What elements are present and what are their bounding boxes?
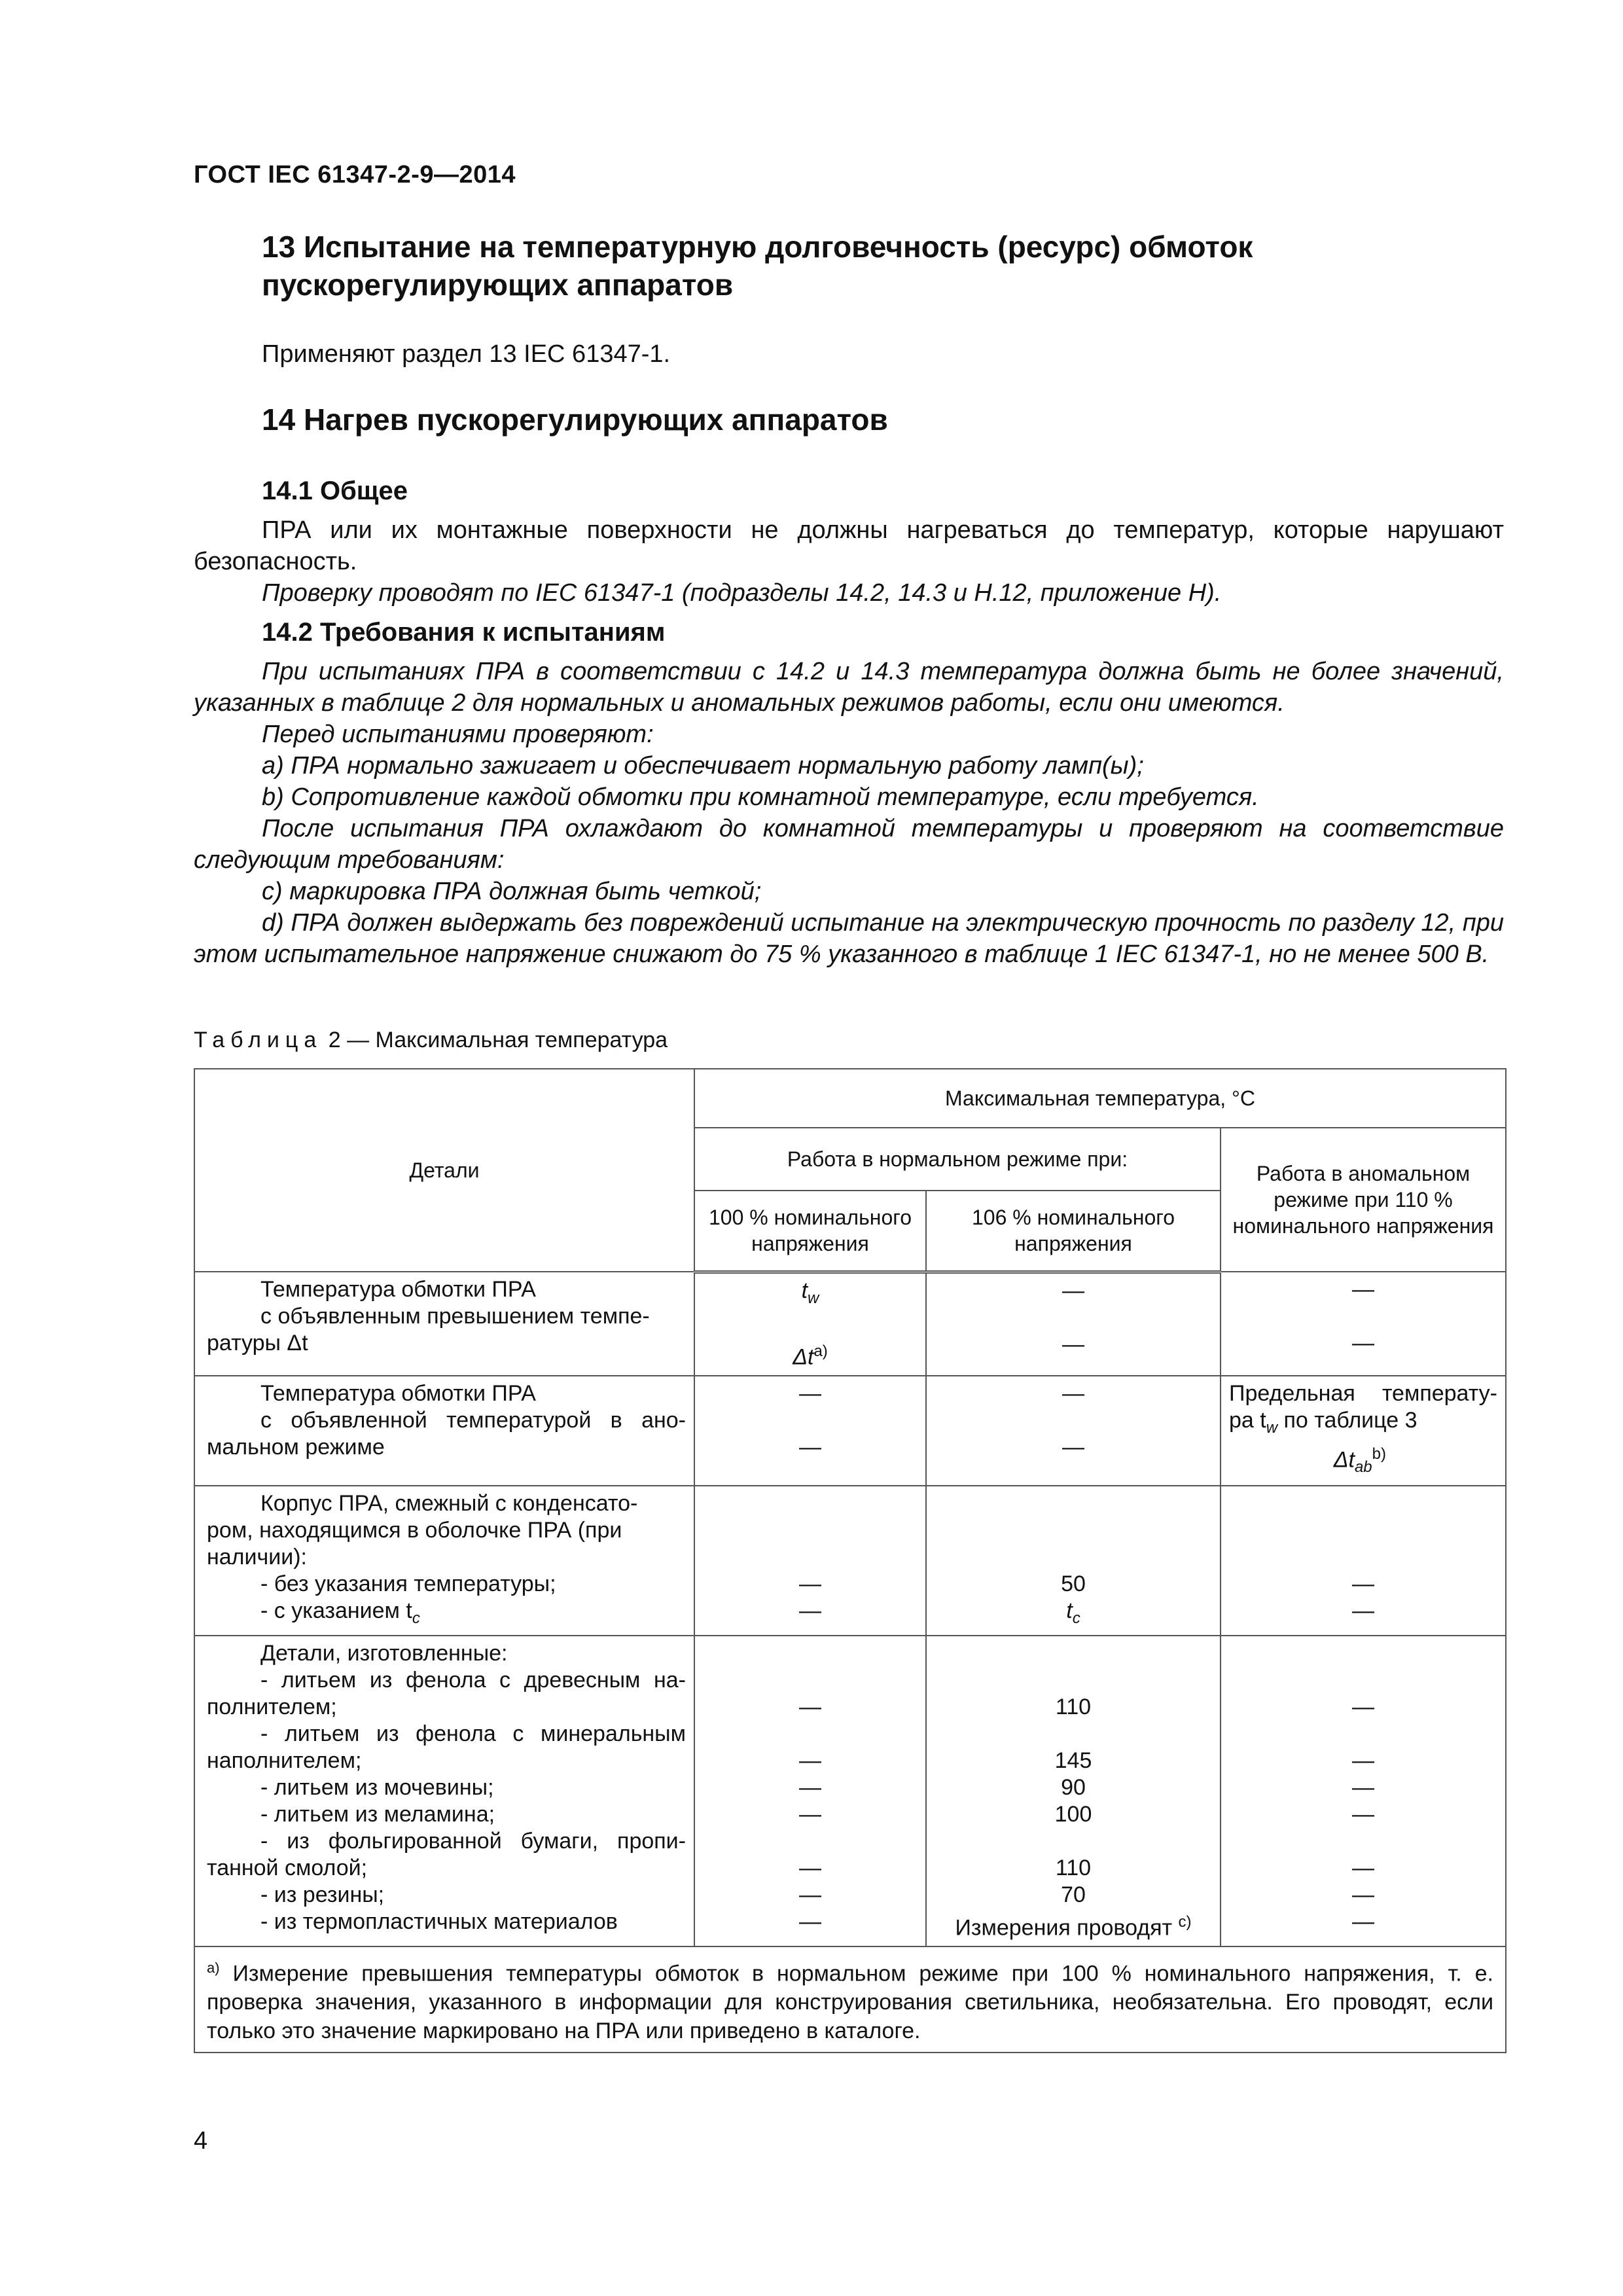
table-row xyxy=(194,1486,1506,1636)
value-106-cell: — — xyxy=(926,1272,1221,1376)
table-row xyxy=(194,1272,1506,1376)
table-row xyxy=(194,1376,1506,1486)
value-100-cell: — — xyxy=(694,1376,926,1486)
value-106-cell: 110 145 90 100 110 70 Измерения проводят $^{c)}$ xyxy=(926,1636,1221,1946)
details-cell: Температура обмотки ПРА с объявленным превышением темпе- ратуры Δt xyxy=(194,1272,694,1376)
value-106-cell: — — xyxy=(926,1376,1221,1486)
paragraph: При испытаниях ПРА в соответствии с 14.2 и 14.3 температура должна быть не более значений, указанных в таблице 2 для нормальных и аномальных режимов работы, если они имеются. xyxy=(194,658,1504,717)
details-cell: Температура обмотки ПРА с объявленной температурой в ано- мальном режиме xyxy=(194,1376,694,1486)
value-100-cell: — — — — — — — xyxy=(694,1636,926,1946)
table-caption: Таблица 2 — Максимальная температура xyxy=(194,1028,668,1052)
value-abnormal-cell: — — — — — — — xyxy=(1221,1636,1506,1946)
header-normal-mode: Работа в нормальном режиме при: xyxy=(694,1128,1221,1191)
subsection-14-1-heading: 14.1 Общее xyxy=(262,476,408,505)
subsection-14-1-body xyxy=(194,514,1504,609)
paragraph: ПРА или их монтажные поверхности не должны нагреваться до температур, которые нарушают безопасность. xyxy=(194,516,1504,575)
paragraph: После испытания ПРА охлаждают до комнатной температуры и проверяют на соответствие следующим требованиям: xyxy=(194,815,1504,874)
max-temperature-table xyxy=(194,1068,1507,2053)
subsection-14-2-body xyxy=(194,656,1504,970)
list-item: b) Сопротивление каждой обмотки при комнатной температуре, если требуется. xyxy=(262,783,1259,811)
table-row xyxy=(194,1636,1506,1946)
section-13-heading: 13 Испытание на температурную долговечность (ресурс) обмоток пускорегулирующих аппаратов xyxy=(262,230,1253,302)
paragraph: Перед испытаниями проверяют: xyxy=(262,721,654,748)
list-item: c) маркировка ПРА должная быть четкой; xyxy=(262,878,762,905)
value-abnormal-cell: — — xyxy=(1221,1272,1506,1376)
details-cell: Детали, изготовленные: - литьем из фенола с древесным на- полнителем; - литьем из фенола с минеральным наполнителем; - литьем из мочевины; - литьем из меламина; - из фольгированной бумаги, пропи- танной смолой; - из резины; - из термопластичных материалов xyxy=(194,1636,694,1946)
section-13-text: Применяют раздел 13 IEC 61347-1. xyxy=(262,340,671,368)
table-footnote: $^{a)}$ Измерение превышения температуры обмоток в нормальном режиме при 100 % номинального напряжения, т. е. проверка значения, указанного в информации для конструирования светильника, необязательна. Его проводят, если только это значение маркировано на ПРА или приведено в каталоге. xyxy=(194,1946,1506,2053)
value-abnormal-cell: Предельная температу- ра $t_w$ по таблице 3 $\Delta t_{ab}^{b)}$ xyxy=(1221,1376,1506,1486)
page-number: 4 xyxy=(194,2127,208,2155)
header-100-percent: 100 % номинального напряжения xyxy=(694,1191,926,1272)
value-100-cell: — — xyxy=(694,1486,926,1636)
document-header: ГОСТ IEC 61347-2-9—2014 xyxy=(194,161,516,188)
header-abnormal-mode: Работа в аномальном режиме при 110 % номинального напряжения xyxy=(1221,1128,1506,1272)
section-14-heading: 14 Нагрев пускорегулирующих аппаратов xyxy=(262,403,888,437)
header-106-percent: 106 % номинального напряжения xyxy=(926,1191,1221,1272)
value-106-cell: 50 $t_c$ xyxy=(926,1486,1221,1636)
header-max-temperature: Максимальная температура, °С xyxy=(694,1069,1506,1128)
paragraph: Проверку проводят по IEC 61347-1 (подразделы 14.2, 14.3 и Н.12, приложение Н). xyxy=(262,579,1222,607)
details-cell: Корпус ПРА, смежный с конденсато- ром, находящимся в оболочке ПРА (при наличии): - без указания температуры; - с указанием $t_c$ xyxy=(194,1486,694,1636)
table-footnote-row xyxy=(194,1946,1506,2053)
list-item: d) ПРА должен выдержать без повреждений испытание на электрическую прочность по разделу 12, при этом испытательное напряжение снижают до 75 % указанного в таблице 1 IEC 61347-1, но не менее 500 В. xyxy=(194,909,1504,968)
subsection-14-2-heading: 14.2 Требования к испытаниям xyxy=(262,618,666,647)
value-abnormal-cell: — — xyxy=(1221,1486,1506,1636)
header-details: Детали xyxy=(194,1069,694,1272)
value-100-cell: $t_w$ $\Delta t^{а)}$ xyxy=(694,1272,926,1376)
list-item: a) ПРА нормально зажигает и обеспечивает нормальную работу ламп(ы); xyxy=(262,752,1144,780)
